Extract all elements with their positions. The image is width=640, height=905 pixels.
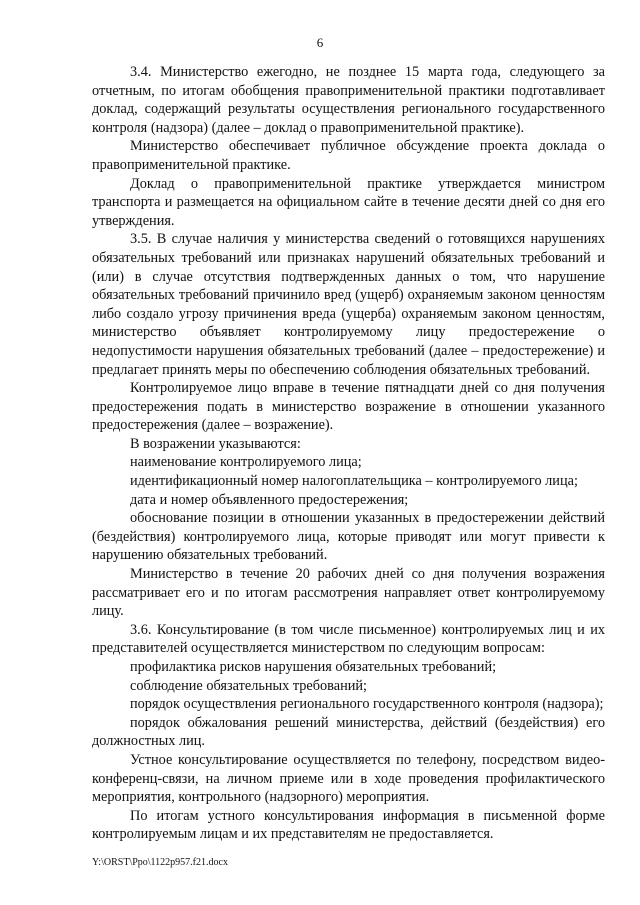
- paragraph-3-5: 3.5. В случае наличия у министерства сведений о готовящихся нарушениях обязательных требований или признаках нарушений обязательных требований и (или) в случае отсутствия подтвержденных данных о том, что нарушение обязательных требований причинило вред (ущерб) охраняемым законом ценностям либо создало угрозу причинения вреда (ущерба) охраняемым законом ценностям, министерство объявляет контролируемому лицу предостережение о недопустимости нарушения обязательных требований (далее – предостережение) и предлагает принять меры по обеспечению соблюдения обязательных требований.: [92, 231, 605, 378]
- paragraph-no-written-info: По итогам устного консультирования информация в письменной форме контролируемым лицам и их представителям не предоставляется.: [92, 807, 605, 843]
- paragraph-3-6: 3.6. Консультирование (в том числе письменное) контролируемых лиц и их представителей осуществляется министерством по следующим вопросам:: [92, 621, 605, 657]
- footer-file-path: Y:\ORST\Ppo\1122p957.f21.docx: [92, 857, 228, 868]
- list-item-risk-prevention: профилактика рисков нарушения обязательных требований;: [130, 659, 497, 675]
- list-item-justification: обоснование позиции в отношении указанных в предостережении действий (бездействия) контролируемого лица, которые приводят или могут привести к нарушению обязательных требований.: [92, 510, 605, 564]
- paragraph-public-discussion: Министерство обеспечивает публичное обсуждение проекта доклада о правоприменительной практике.: [92, 138, 605, 173]
- paragraph-report-approval: Доклад о правоприменительной практике утверждается министром транспорта и размещается на официальном сайте в течение десяти дней со дня его утверждения.: [92, 175, 605, 229]
- paragraph-3-4: 3.4. Министерство ежегодно, не позднее 15 марта года, следующего за отчетным, по итогам обобщения правоприменительной практики подготавливает доклад, содержащий результаты осуществления регионального государственного контроля (надзора) (далее – доклад о правоприменительной практике).: [92, 64, 605, 136]
- paragraph-objection-contents-intro: В возражении указываются:: [130, 435, 301, 452]
- list-item-inn: идентификационный номер налогоплательщика – контролируемого лица;: [130, 473, 578, 490]
- page-number: 6: [316, 35, 324, 50]
- list-item-warning-date: дата и номер объявленного предостережения;: [130, 491, 409, 508]
- document-body: [92, 63, 605, 844]
- list-item-name: наименование контролируемого лица;: [130, 454, 362, 471]
- paragraph-oral-consulting: Устное консультирование осуществляется по телефону, посредством видео-конференц-связи, на личном приеме или в ходе проведения профилактического мероприятия, контрольного (надзорного) мероприятия.: [92, 751, 605, 806]
- paragraph-objection-right: Контролируемое лицо вправе в течение пятнадцати дней со дня получения предостережения подать в министерство возражение в отношении указанного предостережения (далее – возражение).: [92, 380, 605, 434]
- list-item-control-procedure: порядок осуществления регионального государственного контроля (надзора);: [130, 696, 604, 713]
- list-item-compliance: соблюдение обязательных требований;: [130, 677, 368, 694]
- list-item-appeal-procedure: порядок обжалования решений министерства, действий (бездействия) его должностных лиц.: [92, 714, 605, 750]
- paragraph-objection-review: Министерство в течение 20 рабочих дней со дня получения возражения рассматривает его и по итогам рассмотрения направляет ответ контролируемому лицу.: [92, 566, 605, 620]
